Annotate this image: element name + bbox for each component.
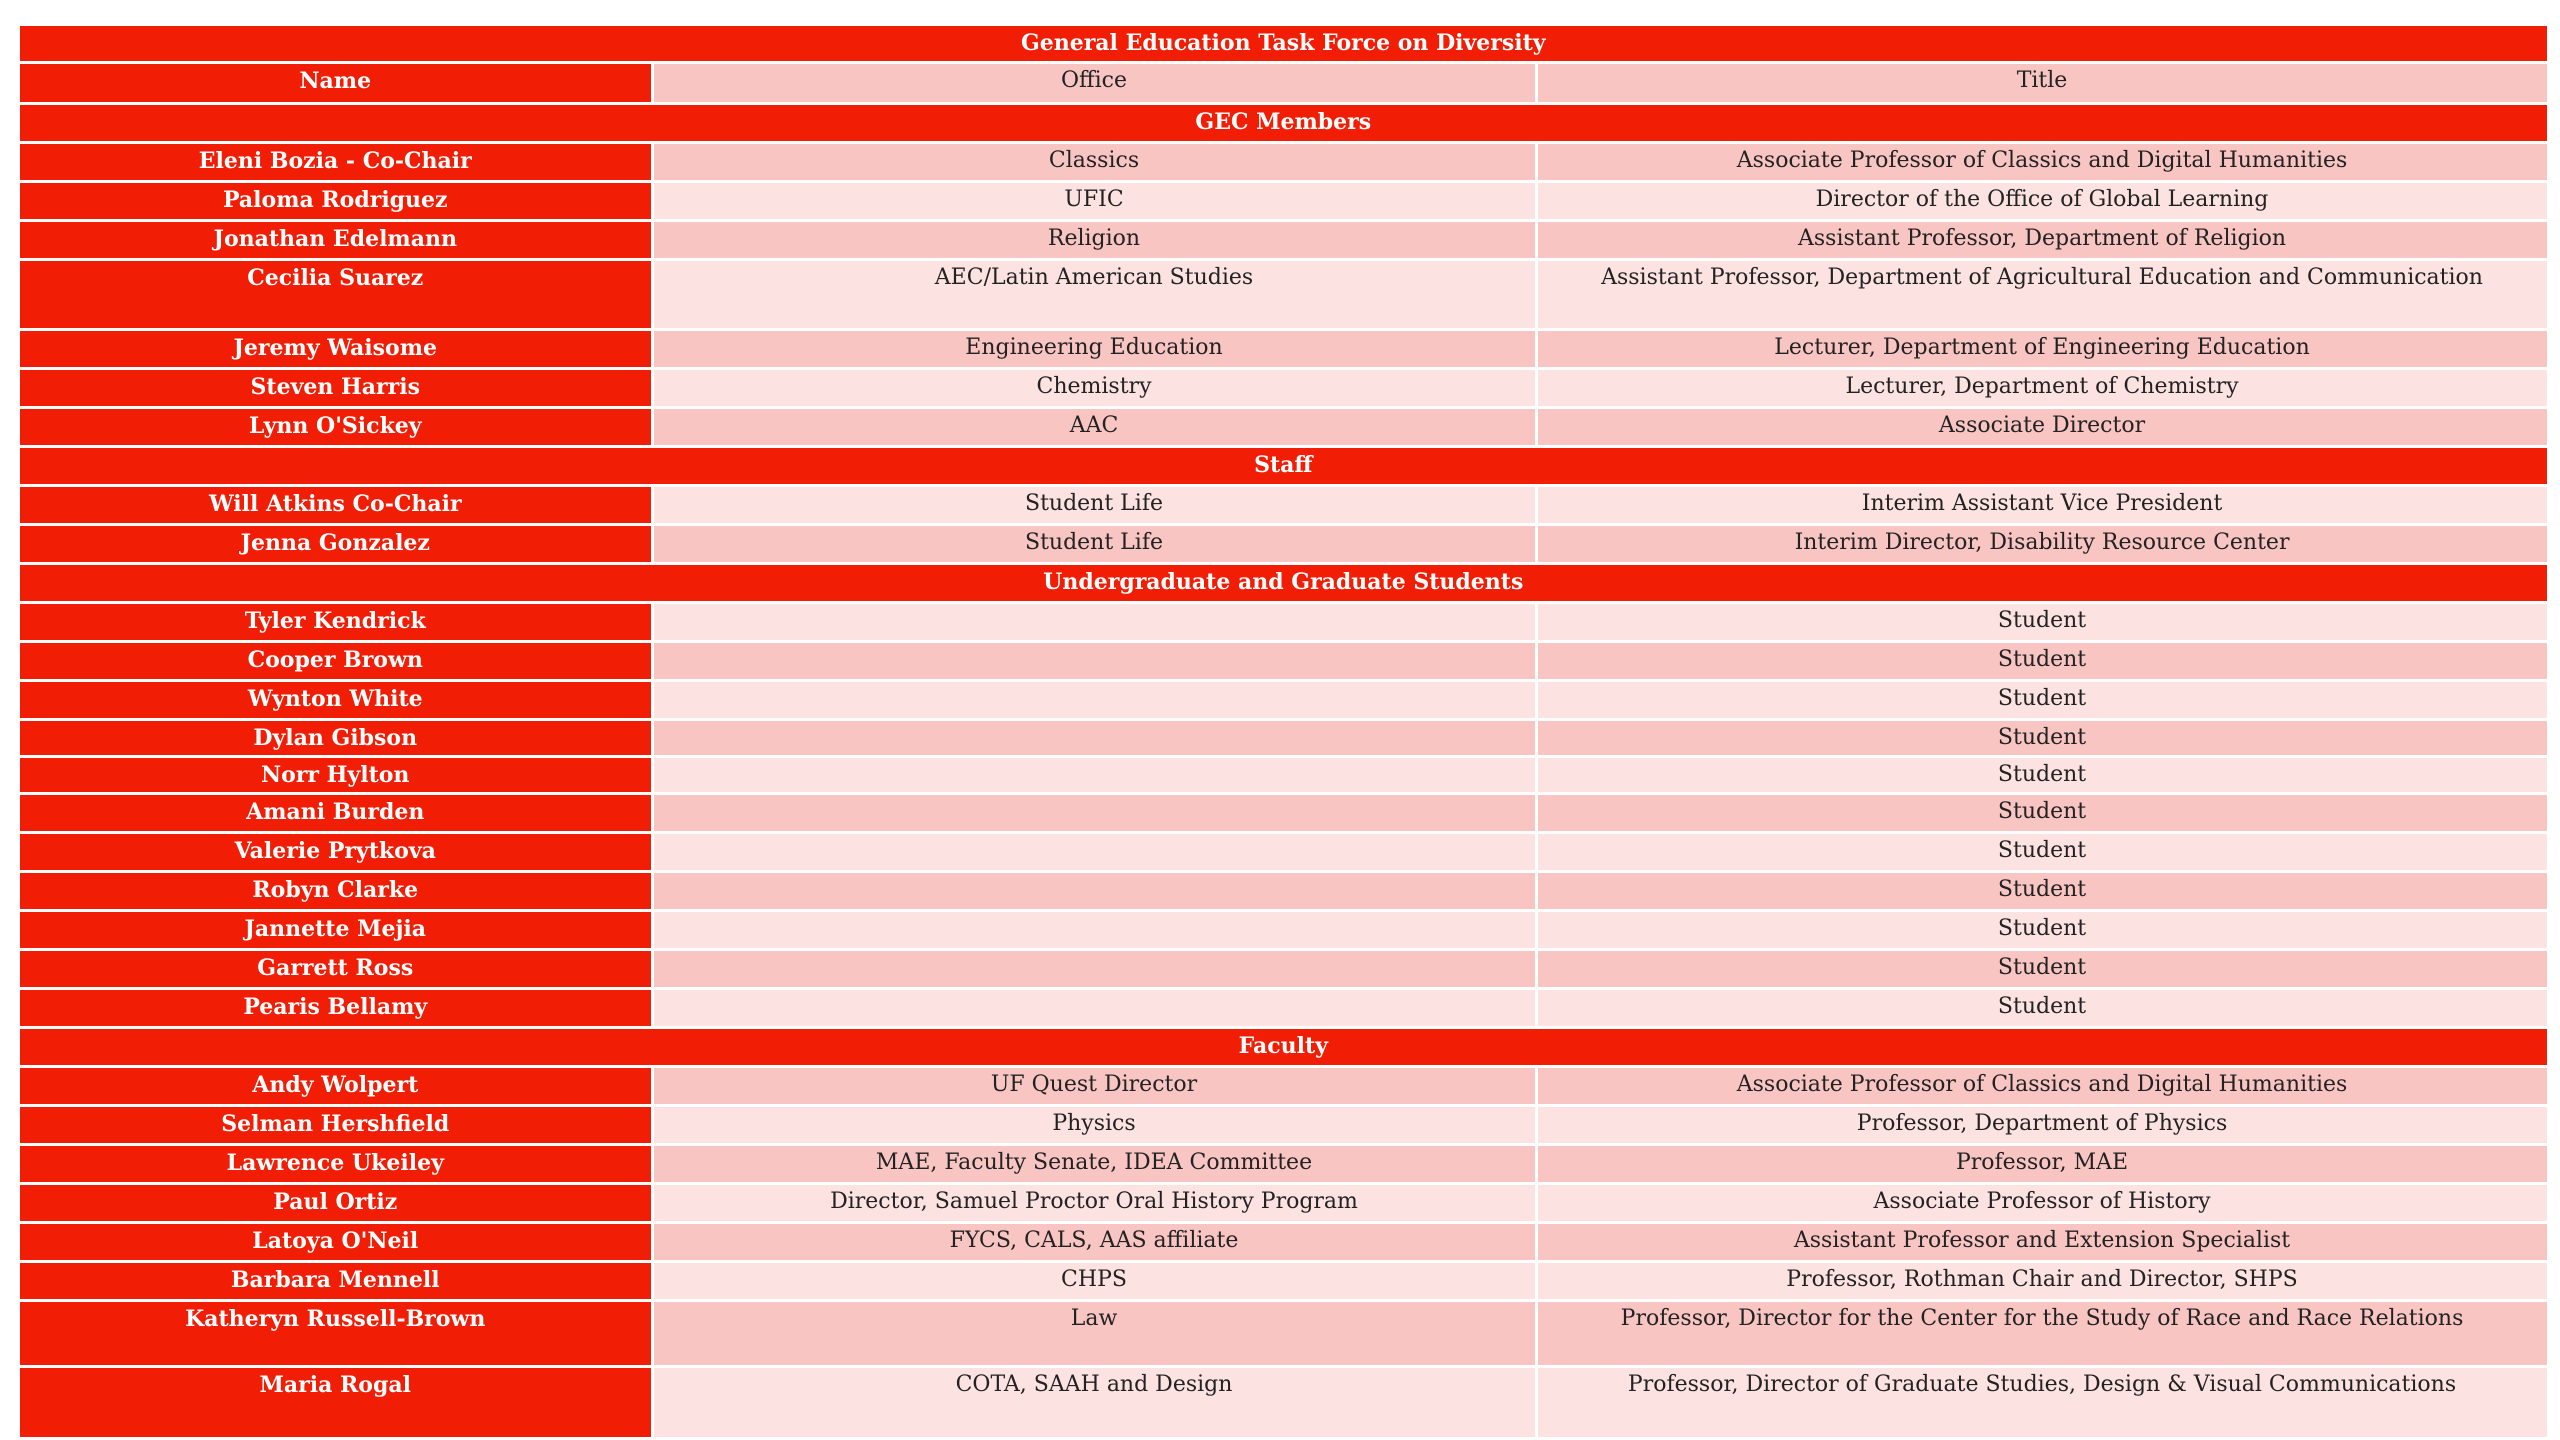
member-name: Cooper Brown	[20, 641, 652, 680]
table-row	[20, 329, 2548, 368]
member-office	[652, 680, 1536, 719]
table-row	[20, 680, 2548, 719]
member-title: Professor, Director for the Center for the Study of Race and Race Relations	[1536, 1300, 2548, 1366]
section-heading: Faculty	[20, 1027, 2548, 1066]
diversity-task-force-table	[20, 26, 2550, 1440]
member-office	[652, 641, 1536, 680]
member-office: Classics	[652, 142, 1536, 181]
member-office	[652, 719, 1536, 756]
table-row	[20, 524, 2548, 563]
member-office	[652, 602, 1536, 641]
member-name: Cecilia Suarez	[20, 259, 652, 329]
member-name: Jeremy Waisome	[20, 329, 652, 368]
table-row	[20, 1066, 2548, 1105]
member-name: Amani Burden	[20, 793, 652, 832]
member-office: UF Quest Director	[652, 1066, 1536, 1105]
member-title: Director of the Office of Global Learning	[1536, 181, 2548, 220]
member-name: Lawrence Ukeiley	[20, 1144, 652, 1183]
member-office: Director, Samuel Proctor Oral History Program	[652, 1183, 1536, 1222]
header-row	[20, 62, 2548, 103]
table-row	[20, 1105, 2548, 1144]
table-row	[20, 181, 2548, 220]
table-row	[20, 756, 2548, 793]
member-title: Associate Professor of Classics and Digital Humanities	[1536, 142, 2548, 181]
member-title: Lecturer, Department of Engineering Education	[1536, 329, 2548, 368]
member-title: Student	[1536, 988, 2548, 1027]
table-row	[20, 832, 2548, 871]
member-name: Paloma Rodriguez	[20, 181, 652, 220]
member-title: Interim Director, Disability Resource Center	[1536, 524, 2548, 563]
table-row	[20, 1300, 2548, 1366]
member-name: Lynn O'Sickey	[20, 407, 652, 446]
title-row	[20, 26, 2548, 62]
member-name: Jonathan Edelmann	[20, 220, 652, 259]
section-header-row	[20, 446, 2548, 485]
column-header-title: Title	[1536, 62, 2548, 103]
member-office	[652, 832, 1536, 871]
member-name: Katheryn Russell-Brown	[20, 1300, 652, 1366]
section-header-row	[20, 1027, 2548, 1066]
member-name: Steven Harris	[20, 368, 652, 407]
member-office: Law	[652, 1300, 1536, 1366]
member-name: Pearis Bellamy	[20, 988, 652, 1027]
member-office: Religion	[652, 220, 1536, 259]
member-office	[652, 910, 1536, 949]
member-office	[652, 949, 1536, 988]
table-row	[20, 220, 2548, 259]
member-office: UFIC	[652, 181, 1536, 220]
table-row	[20, 1366, 2548, 1438]
member-name: Dylan Gibson	[20, 719, 652, 756]
member-title: Assistant Professor, Department of Religion	[1536, 220, 2548, 259]
member-office: MAE, Faculty Senate, IDEA Committee	[652, 1144, 1536, 1183]
member-name: Jenna Gonzalez	[20, 524, 652, 563]
member-name: Latoya O'Neil	[20, 1222, 652, 1261]
member-name: Jannette Mejia	[20, 910, 652, 949]
column-header-name: Name	[20, 62, 652, 103]
member-office	[652, 756, 1536, 793]
member-title: Interim Assistant Vice President	[1536, 485, 2548, 524]
member-title: Professor, MAE	[1536, 1144, 2548, 1183]
member-title: Professor, Rothman Chair and Director, SHPS	[1536, 1261, 2548, 1300]
member-name: Tyler Kendrick	[20, 602, 652, 641]
member-name: Norr Hylton	[20, 756, 652, 793]
member-office: AEC/Latin American Studies	[652, 259, 1536, 329]
member-name: Paul Ortiz	[20, 1183, 652, 1222]
member-name: Maria Rogal	[20, 1366, 652, 1438]
member-title: Professor, Department of Physics	[1536, 1105, 2548, 1144]
member-title: Student	[1536, 602, 2548, 641]
member-title: Student	[1536, 680, 2548, 719]
table-row	[20, 407, 2548, 446]
member-title: Student	[1536, 756, 2548, 793]
member-name: Selman Hershfield	[20, 1105, 652, 1144]
member-title: Assistant Professor, Department of Agricultural Education and Communication	[1536, 259, 2548, 329]
member-title: Student	[1536, 949, 2548, 988]
table-row	[20, 641, 2548, 680]
member-office: FYCS, CALS, AAS affiliate	[652, 1222, 1536, 1261]
member-office: Student Life	[652, 524, 1536, 563]
table-row	[20, 1222, 2548, 1261]
member-office: CHPS	[652, 1261, 1536, 1300]
table-row	[20, 988, 2548, 1027]
member-name: Robyn Clarke	[20, 871, 652, 910]
section-heading: Staff	[20, 446, 2548, 485]
member-title: Student	[1536, 832, 2548, 871]
column-header-office: Office	[652, 62, 1536, 103]
member-title: Student	[1536, 719, 2548, 756]
member-title: Associate Director	[1536, 407, 2548, 446]
member-name: Will Atkins Co-Chair	[20, 485, 652, 524]
member-name: Valerie Prytkova	[20, 832, 652, 871]
member-title: Student	[1536, 641, 2548, 680]
member-title: Associate Professor of Classics and Digital Humanities	[1536, 1066, 2548, 1105]
member-name: Andy Wolpert	[20, 1066, 652, 1105]
section-header-row	[20, 103, 2548, 142]
member-title: Professor, Director of Graduate Studies, Design & Visual Communications	[1536, 1366, 2548, 1438]
member-title: Associate Professor of History	[1536, 1183, 2548, 1222]
table-row	[20, 602, 2548, 641]
member-name: Barbara Mennell	[20, 1261, 652, 1300]
table-row	[20, 793, 2548, 832]
section-heading: GEC Members	[20, 103, 2548, 142]
table-row	[20, 368, 2548, 407]
member-title: Lecturer, Department of Chemistry	[1536, 368, 2548, 407]
member-name: Wynton White	[20, 680, 652, 719]
member-office: Student Life	[652, 485, 1536, 524]
member-name: Eleni Bozia - Co-Chair	[20, 142, 652, 181]
table-row	[20, 142, 2548, 181]
member-office	[652, 793, 1536, 832]
table-row	[20, 949, 2548, 988]
table-row	[20, 1183, 2548, 1222]
member-name: Garrett Ross	[20, 949, 652, 988]
member-office	[652, 988, 1536, 1027]
member-title: Student	[1536, 910, 2548, 949]
member-office: Engineering Education	[652, 329, 1536, 368]
table-row	[20, 719, 2548, 756]
table-row	[20, 910, 2548, 949]
member-office: Chemistry	[652, 368, 1536, 407]
member-title: Student	[1536, 793, 2548, 832]
table-row	[20, 1144, 2548, 1183]
table-row	[20, 871, 2548, 910]
member-office: AAC	[652, 407, 1536, 446]
section-header-row	[20, 563, 2548, 602]
member-office	[652, 871, 1536, 910]
table-row	[20, 485, 2548, 524]
member-title: Student	[1536, 871, 2548, 910]
table-title: General Education Task Force on Diversity	[20, 26, 2548, 62]
member-title: Assistant Professor and Extension Specialist	[1536, 1222, 2548, 1261]
table-row	[20, 1261, 2548, 1300]
table-row	[20, 259, 2548, 329]
section-heading: Undergraduate and Graduate Students	[20, 563, 2548, 602]
member-office: COTA, SAAH and Design	[652, 1366, 1536, 1438]
member-office: Physics	[652, 1105, 1536, 1144]
